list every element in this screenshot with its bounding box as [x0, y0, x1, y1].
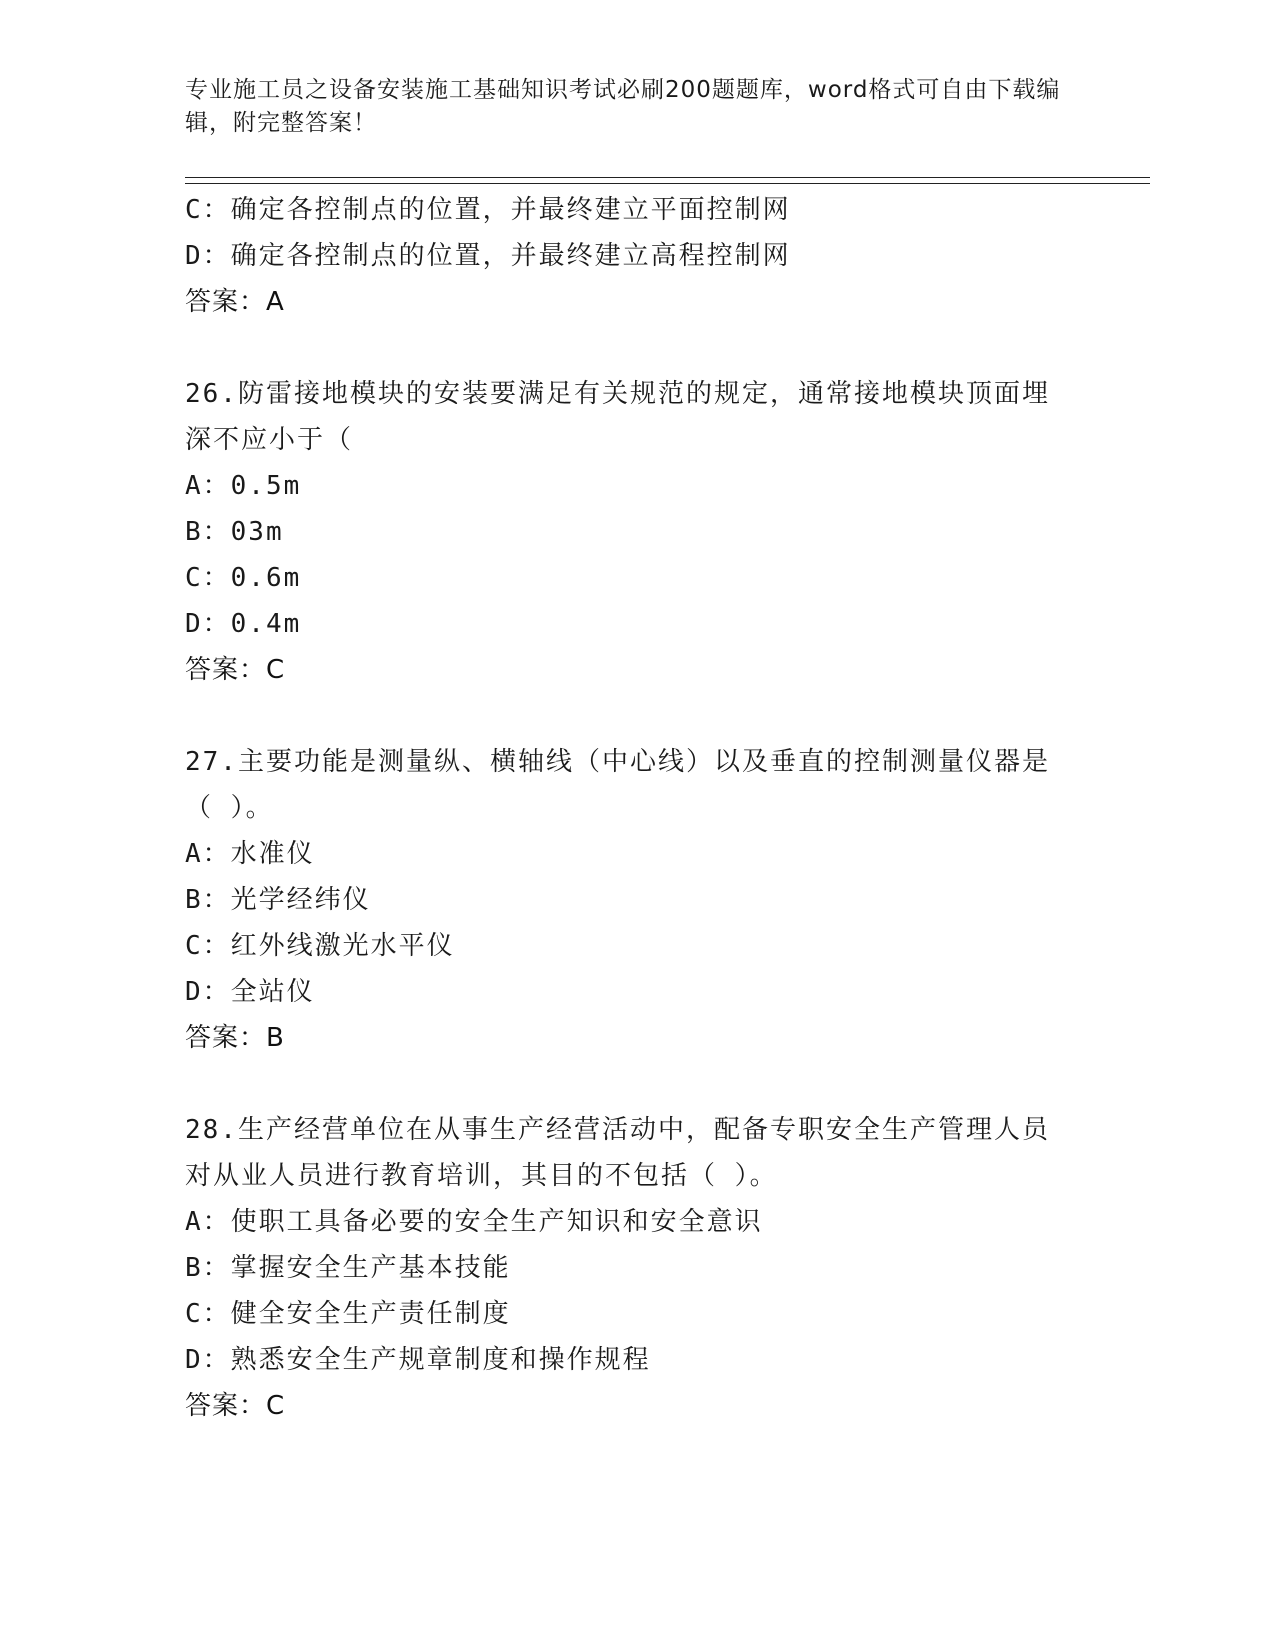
answer-line: 答案：C [185, 655, 286, 685]
spacer [185, 693, 1105, 739]
question-stem-line: （ ）。 [185, 793, 274, 823]
option-text: 红外线激光水平仪 [230, 931, 455, 961]
option-text: 确定各控制点的位置，并最终建立高程控制网 [230, 241, 791, 271]
option-letter: B： [185, 1253, 231, 1283]
option-text: 全站仪 [230, 977, 315, 1007]
document-header: 专业施工员之设备安装施工基础知识考试必刷200题题库，word格式可自由下载编辑，附完整答案！ [185, 77, 1061, 136]
option-letter: A： [185, 1207, 231, 1237]
question-27 [185, 739, 1105, 1061]
option-text: 0.6m [230, 563, 302, 593]
option-a [185, 831, 1105, 877]
option-text: 03m [230, 517, 284, 547]
option-c [185, 555, 1105, 601]
option-letter: B： [185, 885, 231, 915]
answer-line: 答案：A [185, 287, 285, 317]
option-b [185, 1245, 1105, 1291]
answer-line: 答案：B [185, 1023, 285, 1053]
option-letter: D： [185, 241, 231, 271]
option-c [185, 923, 1105, 969]
option-text: 0.4m [230, 609, 302, 639]
option-text: 光学经纬仪 [230, 885, 371, 915]
question-content [185, 187, 1105, 1429]
option-letter: D： [185, 609, 231, 639]
option-text: 健全安全生产责任制度 [230, 1299, 511, 1329]
header-rule-bottom [185, 183, 1150, 184]
question-stem-line: 26.防雷接地模块的安装要满足有关规范的规定，通常接地模块顶面埋 [185, 379, 1050, 409]
option-b [185, 877, 1105, 923]
spacer [185, 1061, 1105, 1107]
question-fragment [185, 187, 1105, 325]
option-d [185, 233, 1105, 279]
answer-line: 答案：C [185, 1391, 286, 1421]
option-text: 掌握安全生产基本技能 [230, 1253, 511, 1283]
option-d [185, 1337, 1105, 1383]
question-stem-line: 27.主要功能是测量纵、横轴线（中心线）以及垂直的控制测量仪器是 [185, 747, 1050, 777]
option-c [185, 187, 1105, 233]
option-letter: D： [185, 977, 231, 1007]
option-text: 水准仪 [230, 839, 315, 869]
spacer [185, 325, 1105, 371]
option-text: 确定各控制点的位置，并最终建立平面控制网 [230, 195, 791, 225]
option-letter: A： [185, 471, 231, 501]
option-letter: A： [185, 839, 231, 869]
question-stem-line: 对从业人员进行教育培训，其目的不包括（ ）。 [185, 1161, 778, 1191]
option-a [185, 1199, 1105, 1245]
question-stem-line: 28.生产经营单位在从事生产经营活动中，配备专职安全生产管理人员 [185, 1115, 1050, 1145]
option-letter: C： [185, 563, 231, 593]
option-letter: B： [185, 517, 231, 547]
option-d [185, 969, 1105, 1015]
option-b [185, 509, 1105, 555]
question-28 [185, 1107, 1105, 1429]
option-text: 0.5m [230, 471, 302, 501]
option-c [185, 1291, 1105, 1337]
option-d [185, 601, 1105, 647]
question-stem-line: 深不应小于（ [185, 425, 354, 455]
header-rule-top [185, 177, 1150, 178]
question-26 [185, 371, 1105, 693]
option-text: 使职工具备必要的安全生产知识和安全意识 [230, 1207, 763, 1237]
option-letter: C： [185, 1299, 231, 1329]
option-letter: C： [185, 931, 231, 961]
option-letter: D： [185, 1345, 231, 1375]
option-text: 熟悉安全生产规章制度和操作规程 [230, 1345, 651, 1375]
option-a [185, 463, 1105, 509]
option-letter: C： [185, 195, 231, 225]
